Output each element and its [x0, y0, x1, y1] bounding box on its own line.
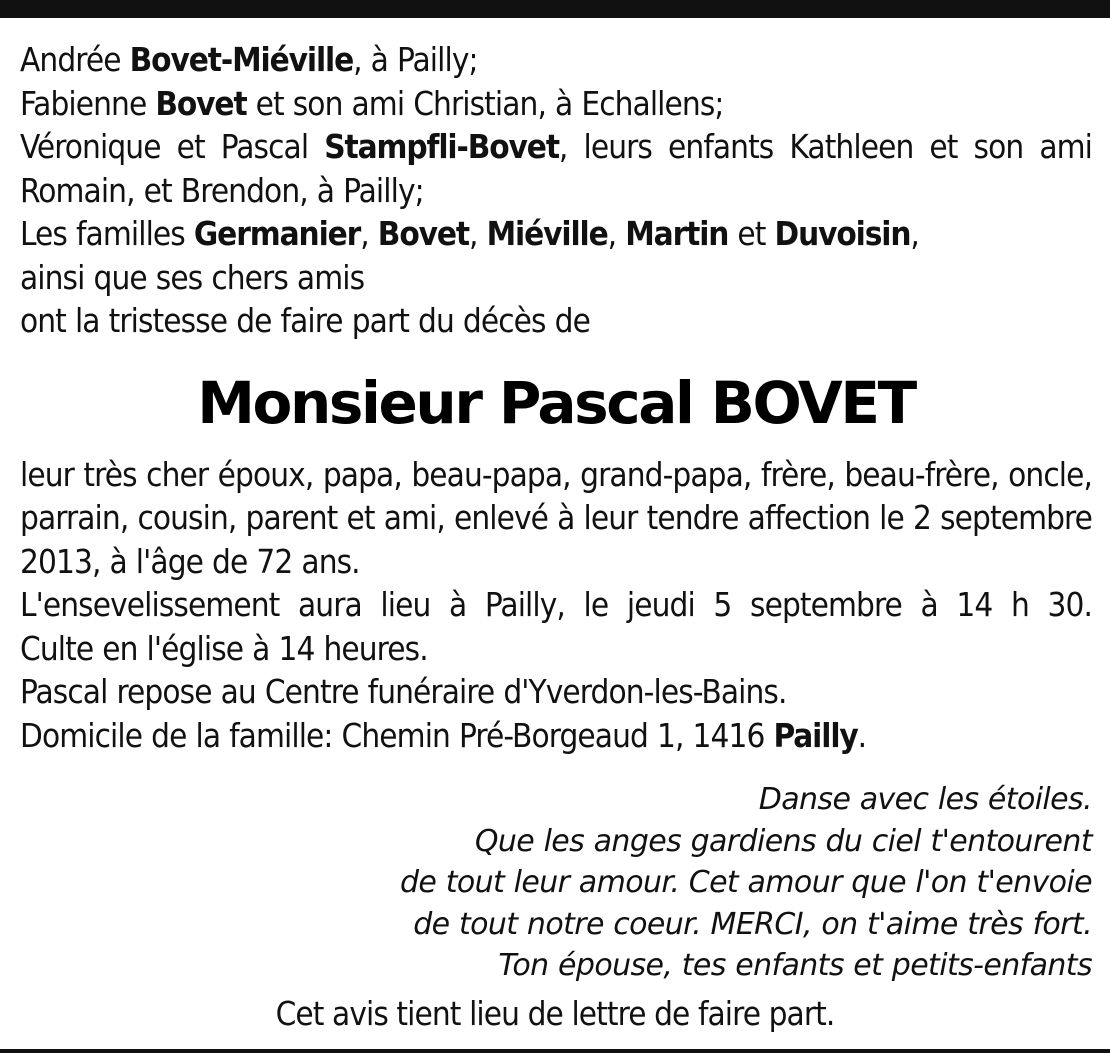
family-name: Bovet-Miéville [129, 40, 354, 79]
burial-info: L'ensevelissement aura lieu à Pailly, le jeudi 5 septembre à 14 h 30. [20, 585, 1092, 624]
family-name: Stampfli-Bovet [324, 127, 559, 166]
family-name: Bovet [155, 83, 247, 123]
poem-line: de tout notre coeur. MERCI, on t'aime très fort. [413, 906, 1092, 942]
service-info: Culte en l'église à 14 heures. [20, 628, 428, 668]
top-border-rule [0, 0, 1110, 18]
farewell-poem [20, 779, 1092, 987]
tribute-paragraph: leur très cher époux, papa, beau-papa, grand-papa, frère, beau-frère, oncle, parrain, cousin, parent et ami, enlevé à leur tendre affection le 2 septembre 2013, à l'âge de 72 ans. [20, 454, 1092, 581]
family-line: Les familles Germanier, Bovet, Miéville, Martin et Duvoisin, [20, 214, 919, 253]
family-name: Bovet [377, 214, 470, 253]
announcement-line: ont la tristesse de faire part du décès de [20, 301, 590, 340]
poem-signature: Ton épouse, tes enfants et petits-enfants [498, 948, 1092, 983]
family-line: Andrée Bovet-Miéville, à Pailly; [20, 40, 478, 79]
deceased-name: Monsieur Pascal BOVET [197, 368, 915, 437]
resting-place-info: Pascal repose au Centre funéraire d'Yverdon-les-Bains. [20, 672, 787, 711]
address-town: Pailly [773, 715, 858, 755]
poem-line: de tout leur amour. Cet amour que l'on t'envoie [399, 865, 1092, 900]
family-name: Miéville [486, 214, 608, 253]
family-line: ainsi que ses chers amis [20, 257, 365, 297]
footer-note: Cet avis tient lieu de lettre de faire part. [275, 994, 835, 1033]
obituary-notice [20, 38, 1092, 987]
poem-line: Que les anges gardiens du ciel t'entourent [474, 823, 1092, 859]
family-name: Duvoisin [774, 214, 911, 253]
obituary-body [20, 453, 1092, 758]
family-line: Véronique et Pascal Stampfli-Bovet, leurs enfants Kathleen et son ami Romain, et Brendon, à Pailly; [20, 127, 1092, 210]
family-address: Domicile de la famille: Chemin Pré-Borgeaud 1, 1416 Pailly. [20, 715, 867, 755]
family-name: Germanier [193, 214, 361, 253]
family-line: Fabienne Bovet et son ami Christian, à Echallens; [20, 83, 724, 123]
family-list [20, 38, 1092, 343]
poem-line: Danse avec les étoiles. [758, 782, 1092, 817]
bottom-border-rule [0, 1049, 1110, 1053]
family-name: Martin [625, 214, 729, 253]
